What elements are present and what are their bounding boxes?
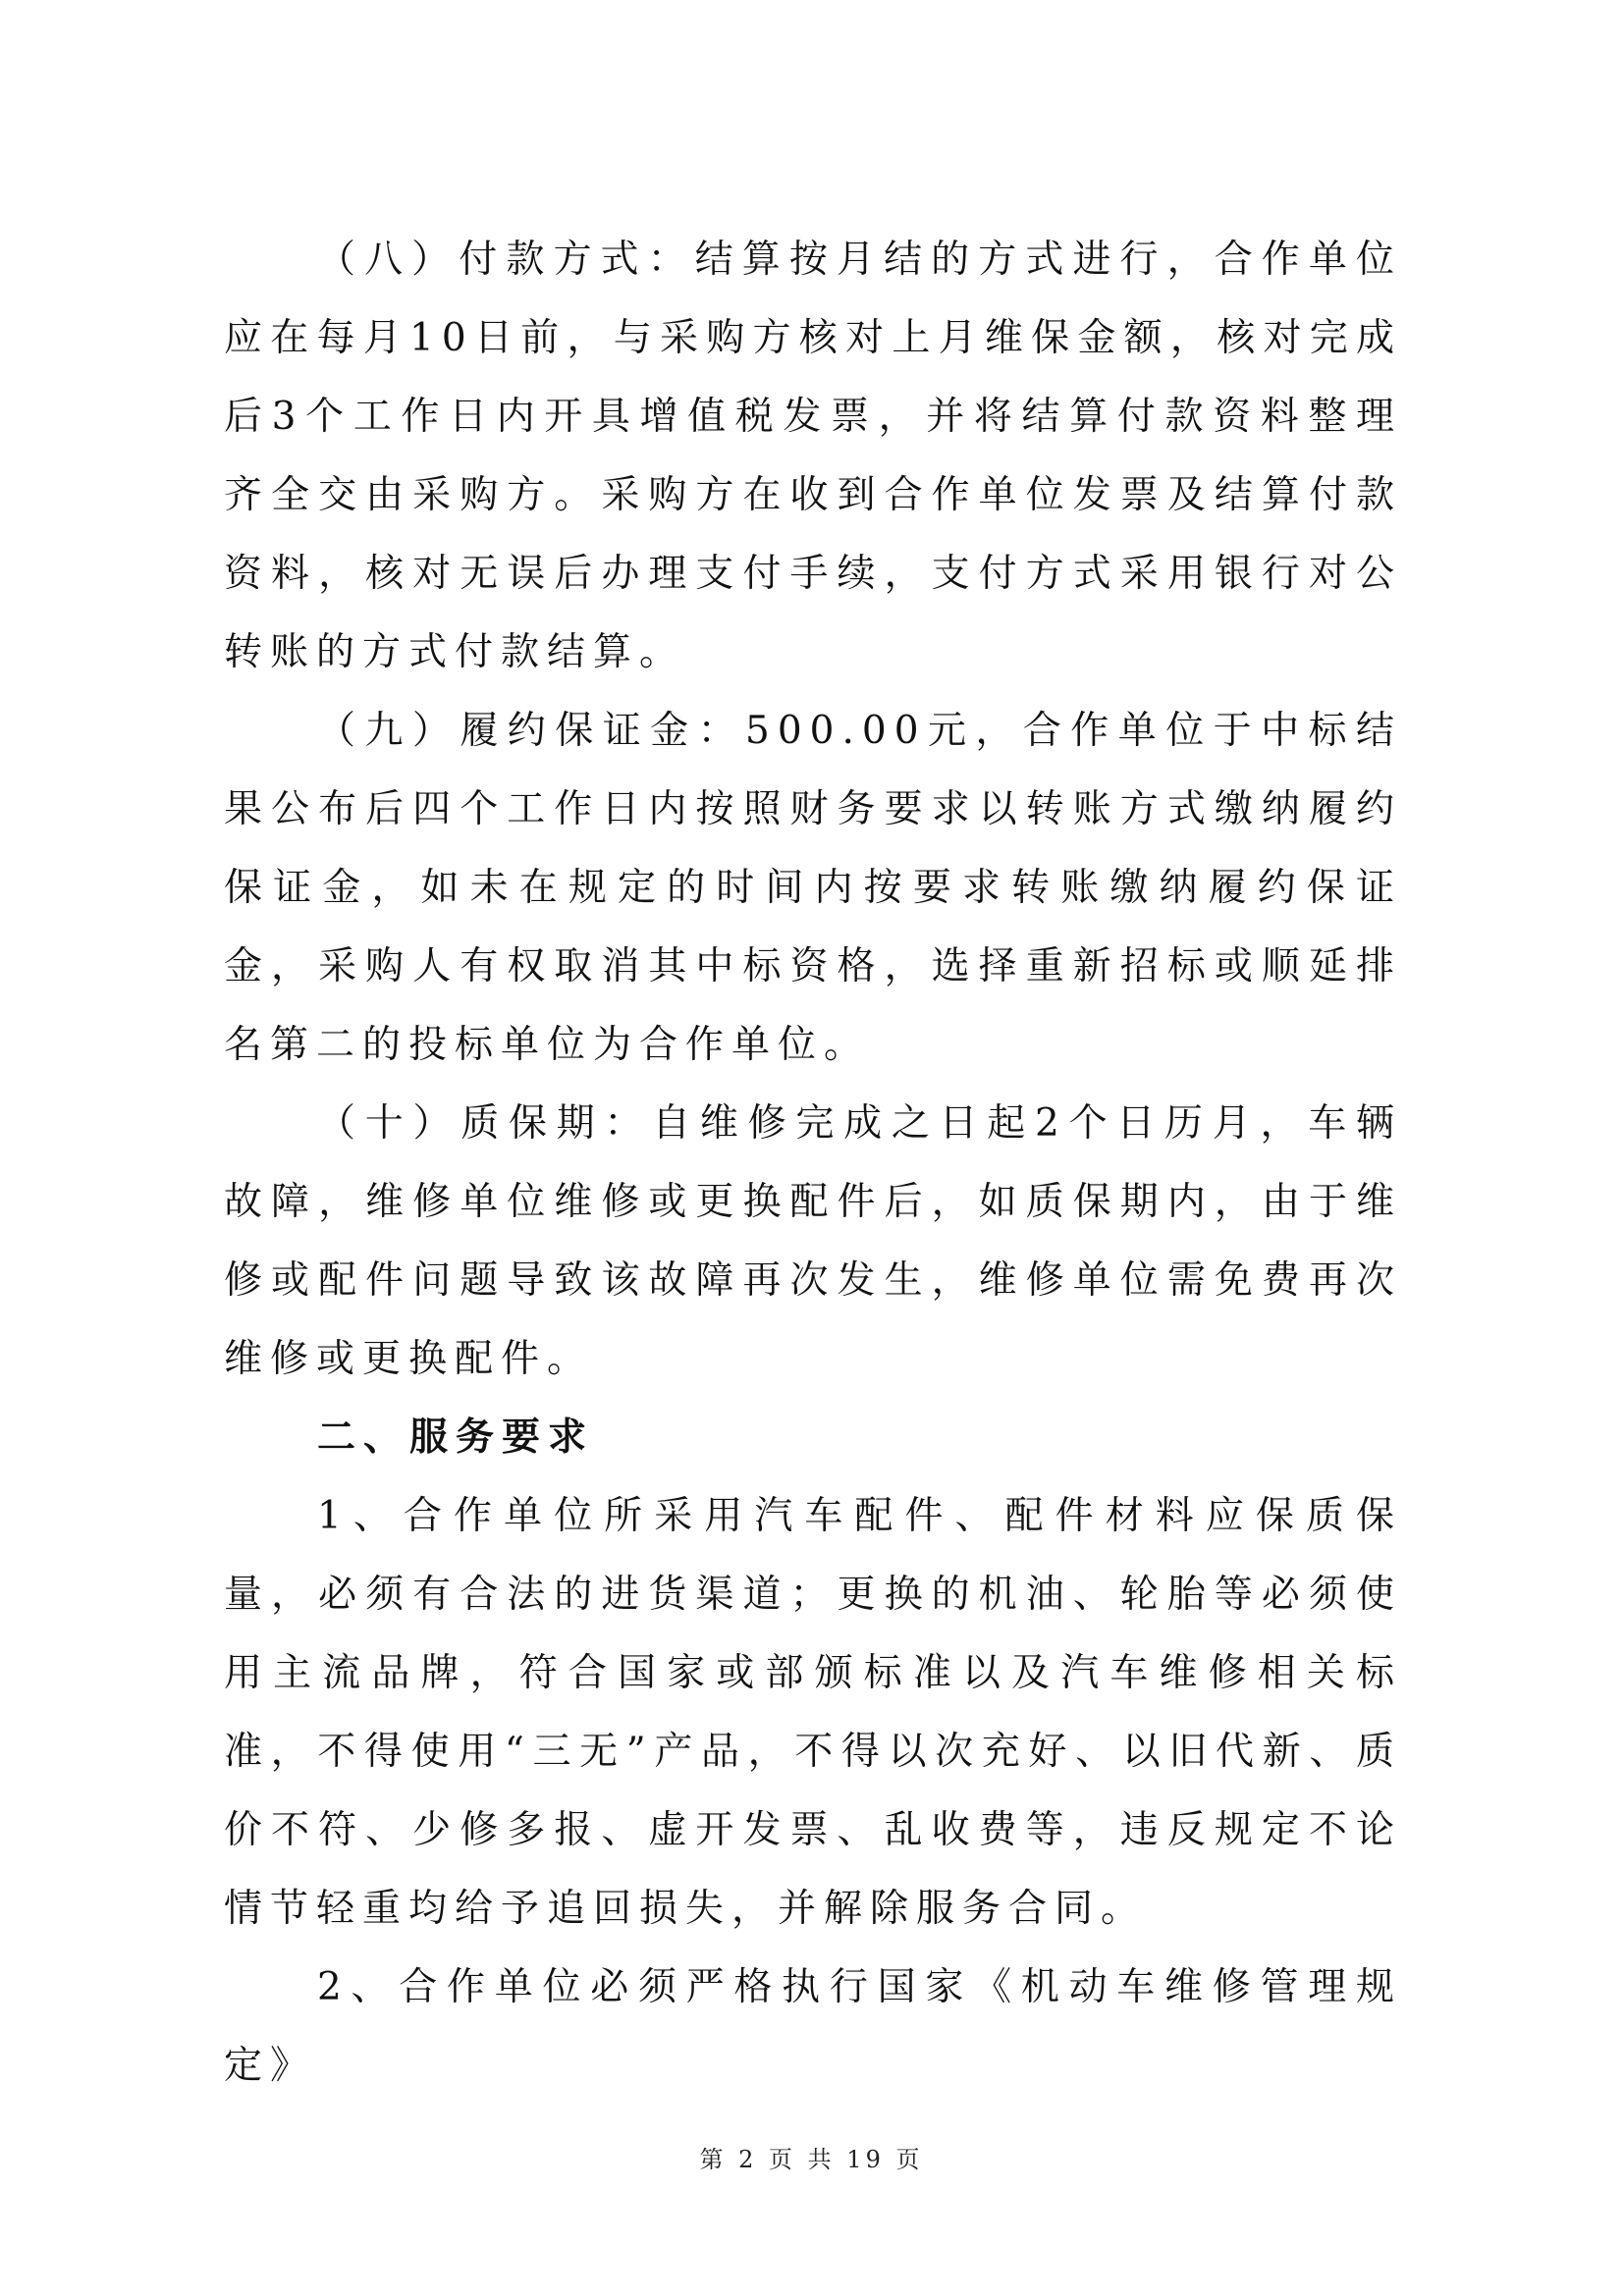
page-number-footer: 第 2 页 共 19 页 (699, 2146, 924, 2173)
section-heading-service-requirements: 二、服务要求 (317, 1415, 595, 1460)
document-body (224, 221, 1402, 2106)
paragraph-performance-bond: （九）履约保证金：500.00元，合作单位于中标结果公布后四个工作日内按照财务要求以转账方式缴纳履约保证金，如未在规定的时间内按要求转账缴纳履约保证金，采购人有权取消其中标资格，选择重新招标或顺延排名第二的投标单位为合作单位。 (224, 709, 1402, 1067)
paragraph-payment-method: （八）付款方式：结算按月结的方式进行，合作单位应在每月10日前，与采购方核对上月维保金额，核对完成后3个工作日内开具增值税发票，并将结算付款资料整理齐全交由采购方。采购方在收到合作单位发票及结算付款资料，核对无误后办理支付手续，支付方式采用银行对公转账的方式付款结算。 (224, 238, 1402, 674)
requirement-item-1: 1、合作单位所采用汽车配件、配件材料应保质保量，必须有合法的进货渠道；更换的机油、轮胎等必须使用主流品牌，符合国家或部颁标准以及汽车维修相关标准，不得使用“三无”产品，不得以次充好、以旧代新、质价不符、少修多报、虚开发票、乱收费等，违反规定不论情节轻重均给予追回损失，并解除服务合同。 (224, 1494, 1402, 1931)
paragraph-warranty-period: （十）质保期：自维修完成之日起2个日历月，车辆故障，维修单位维修或更换配件后，如质保期内，由于维修或配件问题导致该故障再次发生，维修单位需免费再次维修或更换配件。 (224, 1101, 1402, 1381)
requirement-item-2: 2、合作单位必须严格执行国家《机动车维修管理规定》 (224, 1965, 1402, 2088)
